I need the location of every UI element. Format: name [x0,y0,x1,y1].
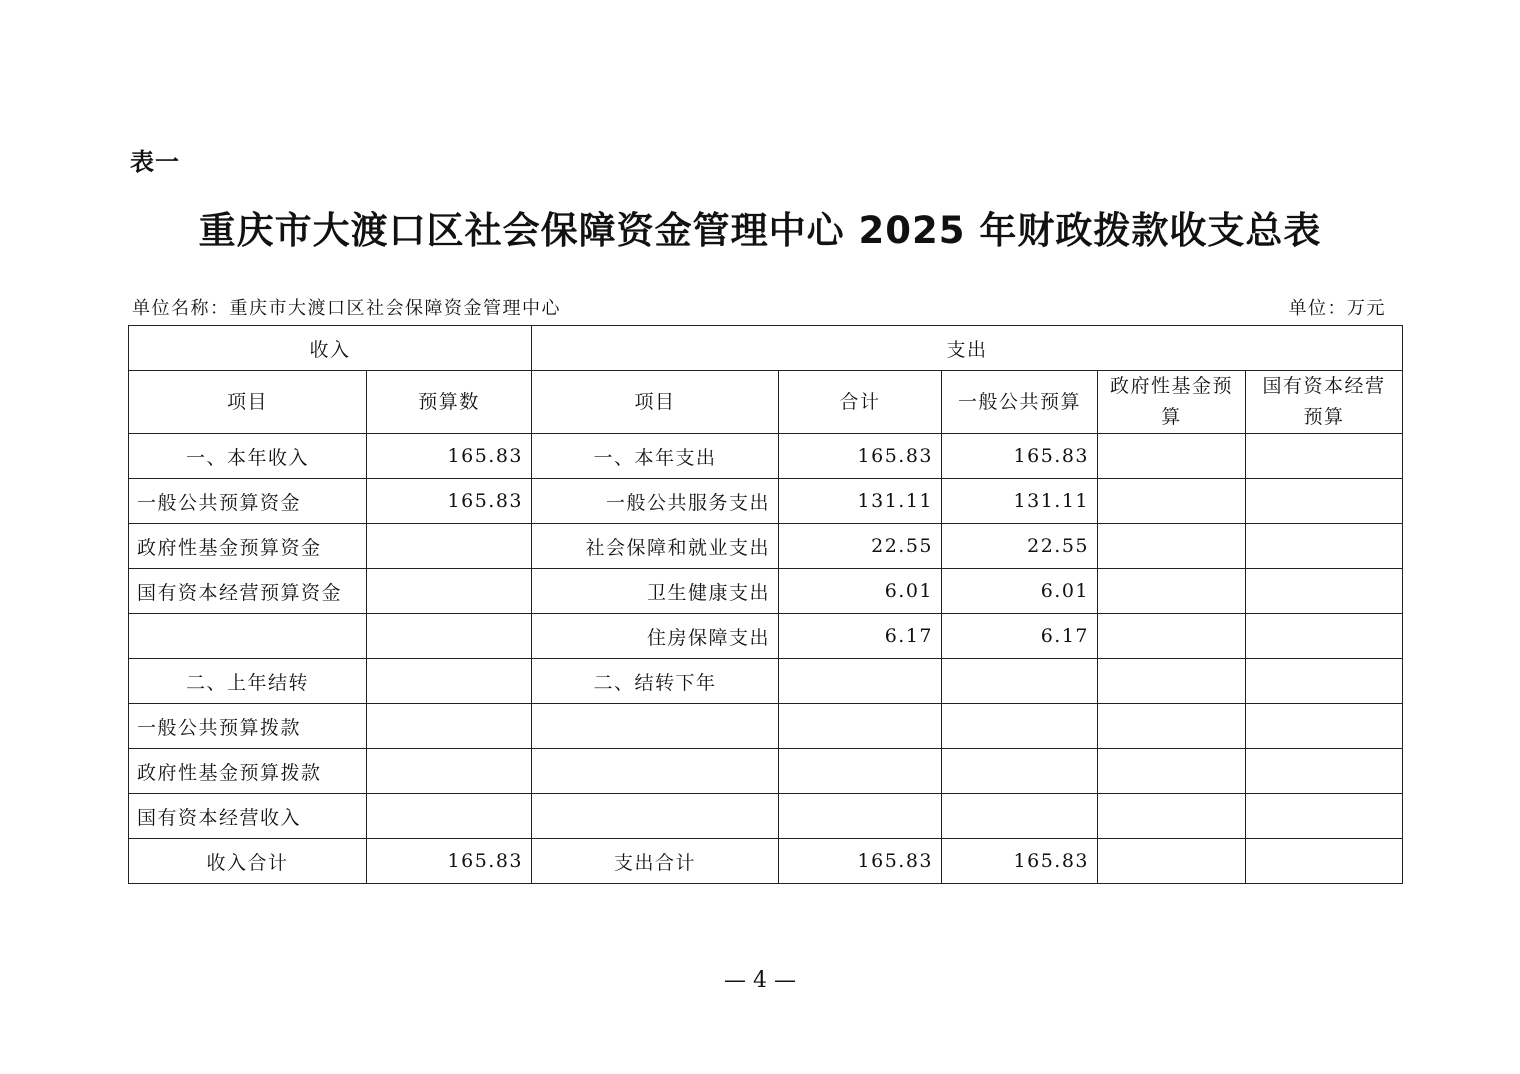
income-budget-cell [367,614,532,659]
gov-fund-cell [1098,479,1246,524]
expense-total-value: 165.83 [779,839,942,884]
expense-item-cell: 一般公共服务支出 [532,479,779,524]
total-cell: 165.83 [779,434,942,479]
table-row [129,434,1403,479]
general-budget-cell: 22.55 [942,524,1098,569]
gov-fund-cell [1098,614,1246,659]
income-item-cell: 政府性基金预算资金 [129,524,367,569]
general-budget-cell [942,659,1098,704]
state-capital-cell [1246,524,1403,569]
general-budget-cell [942,749,1098,794]
col-total: 合计 [779,371,942,434]
state-capital-cell [1246,794,1403,839]
general-budget-cell: 131.11 [942,479,1098,524]
general-budget-cell [942,704,1098,749]
gov-fund-cell [1098,704,1246,749]
total-cell: 6.01 [779,569,942,614]
col-income-item: 项目 [129,371,367,434]
income-item-cell: 政府性基金预算拨款 [129,749,367,794]
unit-label: 单位：万元 [1288,298,1386,319]
income-budget-cell [367,569,532,614]
col-general-budget: 一般公共预算 [942,371,1098,434]
income-item-cell: 国有资本经营收入 [129,794,367,839]
total-cell [779,704,942,749]
income-item-cell: 一般公共预算拨款 [129,704,367,749]
col-state-capital: 国有资本经营预算 [1246,371,1403,434]
page-title: 重庆市大渡口区社会保障资金管理中心 2025 年财政拨款收支总表 [198,209,1322,252]
income-budget-cell: 165.83 [367,479,532,524]
table-row [129,794,1403,839]
unit-name: 单位名称：重庆市大渡口区社会保障资金管理中心 [132,298,561,319]
expense-item-cell [532,704,779,749]
table-row [129,659,1403,704]
state-capital-cell [1246,569,1403,614]
col-income-budget: 预算数 [367,371,532,434]
state-capital-total [1246,839,1403,884]
total-row [129,839,1403,884]
gov-fund-cell [1098,434,1246,479]
expense-item-cell [532,794,779,839]
income-item-cell [129,614,367,659]
table-row [129,479,1403,524]
general-budget-cell: 6.01 [942,569,1098,614]
table-row [129,614,1403,659]
table-label: 表一 [130,148,180,176]
expense-total-label: 支出合计 [532,839,779,884]
income-item-cell: 国有资本经营预算资金 [129,569,367,614]
gov-fund-total [1098,839,1246,884]
state-capital-cell [1246,614,1403,659]
income-item-cell: 一、本年收入 [129,434,367,479]
income-budget-cell [367,794,532,839]
general-budget-cell: 165.83 [942,434,1098,479]
income-total-label: 收入合计 [129,839,367,884]
table-row [129,704,1403,749]
income-item-cell: 一般公共预算资金 [129,479,367,524]
state-capital-cell [1246,434,1403,479]
page-number: — 4 — [724,968,796,993]
income-total-value: 165.83 [367,839,532,884]
gov-fund-cell [1098,794,1246,839]
budget-table [128,325,1403,884]
income-budget-cell [367,704,532,749]
general-budget-total: 165.83 [942,839,1098,884]
table-row [129,569,1403,614]
total-cell [779,749,942,794]
expense-item-cell: 住房保障支出 [532,614,779,659]
expense-item-cell: 一、本年支出 [532,434,779,479]
total-cell: 22.55 [779,524,942,569]
expense-item-cell: 二、结转下年 [532,659,779,704]
gov-fund-cell [1098,659,1246,704]
general-budget-cell: 6.17 [942,614,1098,659]
col-gov-fund: 政府性基金预算 [1098,371,1246,434]
state-capital-cell [1246,659,1403,704]
group-income-header: 收入 [129,326,532,371]
group-header-row [129,326,1403,371]
expense-item-cell: 社会保障和就业支出 [532,524,779,569]
general-budget-cell [942,794,1098,839]
gov-fund-cell [1098,524,1246,569]
table-row [129,524,1403,569]
state-capital-cell [1246,479,1403,524]
income-budget-cell [367,749,532,794]
total-cell [779,659,942,704]
income-budget-cell [367,524,532,569]
gov-fund-cell [1098,569,1246,614]
col-expense-item: 项目 [532,371,779,434]
column-header-row [129,371,1403,434]
total-cell: 131.11 [779,479,942,524]
gov-fund-cell [1098,749,1246,794]
state-capital-cell [1246,749,1403,794]
expense-item-cell [532,749,779,794]
state-capital-cell [1246,704,1403,749]
income-budget-cell: 165.83 [367,434,532,479]
total-cell [779,794,942,839]
income-item-cell: 二、上年结转 [129,659,367,704]
total-cell: 6.17 [779,614,942,659]
table-row [129,749,1403,794]
income-budget-cell [367,659,532,704]
expense-item-cell: 卫生健康支出 [532,569,779,614]
group-expense-header: 支出 [532,326,1403,371]
